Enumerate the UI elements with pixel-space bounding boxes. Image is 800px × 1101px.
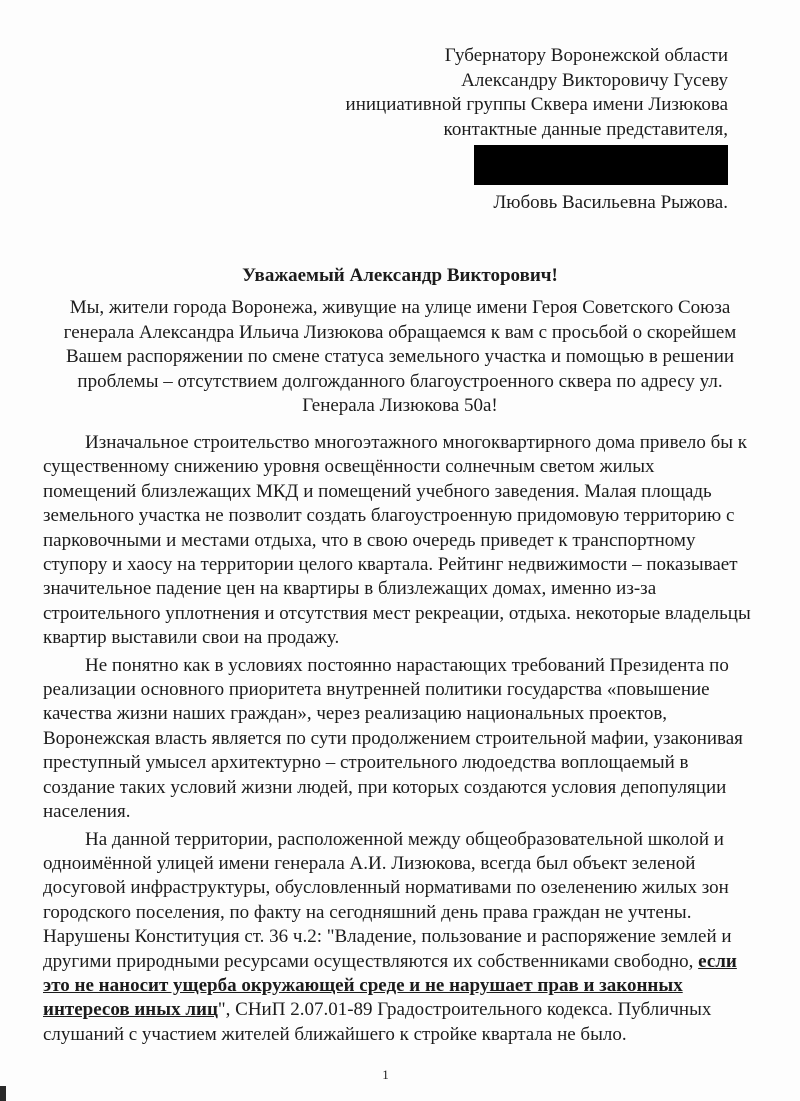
page-number: 1 — [382, 1067, 389, 1082]
intro-line: Вашем распоряжении по смене статуса земельного участка и помощью в решении — [65, 346, 735, 368]
salutation-heading: Уважаемый Александр Викторович! — [242, 265, 558, 286]
text-line: квартир выставили свои на продажу. — [43, 627, 340, 649]
text-line: Воронежская власть является по сути продолжением строительной мафии, узаконивая — [43, 727, 743, 749]
intro-line: генерала Александра Ильича Лизюкова обращаемся к вам с просьбой о скорейшем — [63, 321, 737, 343]
text-line: создание таких условий жизни людей, при которых создаются условия депопуляции — [43, 776, 727, 798]
text-line: городского поселения, по факту на сегодняшний день права граждан не учтены. — [43, 901, 692, 923]
paragraph-construction-impact — [43, 431, 763, 651]
paragraph-government-policy — [43, 654, 763, 825]
text-line: одноимённой улицей имени генерала А.И. Лизюкова, всегда был объект зеленой — [43, 852, 696, 874]
intro-line: Генерала Лизюкова 50а! — [302, 395, 498, 417]
text-line: строительного уплотнения и отсутствия мест рекреации, отдыха. некоторые владельцы — [43, 602, 751, 624]
redaction-bar — [474, 145, 728, 185]
emphasized-text: если — [698, 950, 737, 972]
text-line — [43, 950, 763, 974]
addressee-line: Губернатору Воронежской области — [444, 45, 728, 66]
text-line: населения. — [43, 801, 131, 823]
text-line: Не понятно как в условиях постоянно нарастающих требований Президента по — [85, 654, 729, 676]
signatory-name: Любовь Васильевна Рыжова. — [493, 192, 728, 213]
text-line: существенному снижению уровня освещённости солнечным светом жилых — [43, 456, 655, 478]
intro-line: Мы, жители города Воронежа, живущие на улице имени Героя Советского Союза — [69, 297, 731, 318]
emphasized-text: интересов иных лиц — [43, 999, 218, 1021]
text-line: значительное падение цен на квартиры в близлежащих домах, именно из-за — [43, 578, 657, 600]
text-line: слушаний с участием жителей ближайшего к стройке квартала не было. — [43, 1023, 627, 1045]
text-line — [43, 974, 763, 998]
text-line: парковочными и местами отдыха, что в свою очередь приведет к транспортному — [43, 529, 696, 551]
text-line: ступору и хаосу на территории целого квартала. Рейтинг недвижимости – показывает — [43, 554, 738, 576]
text-line: преступный умысел архитектурно – строительного людоедства воплощаемый в — [43, 752, 689, 774]
addressee-line: контактные данные представителя, — [443, 118, 728, 140]
text-line — [43, 998, 763, 1022]
addressee-line: Александру Викторовичу Гусеву — [461, 69, 728, 91]
scan-edge-mark — [0, 1086, 6, 1101]
addressee-line: инициативной группы Сквера имени Лизюкова — [345, 94, 728, 115]
text-line: Изначальное строительство многоэтажного многоквартирного дома привело бы к — [85, 432, 748, 453]
intro-paragraph — [40, 296, 760, 419]
text-fragment: другими природными ресурсами осуществляются их собственниками свободно, — [43, 950, 699, 972]
text-line: досуговой инфраструктуры, обусловленный нормативами по озеленению жилых зон — [43, 877, 729, 899]
intro-line: проблемы – отсутствием долгожданного благоустроенного сквера по адресу ул. — [77, 370, 723, 392]
text-line: земельного участка не позволит создать благоустроенную придомовую территорию с — [43, 505, 735, 527]
addressee-block — [346, 44, 728, 142]
emphasized-text: это не наносит ущерба окружающей среде и не нарушает прав и законных — [43, 974, 683, 996]
text-line: Нарушены Конституция ст. 36 ч.2: "Владение, пользование и распоряжение землей и — [43, 926, 732, 948]
letter-body — [43, 431, 763, 1050]
text-line: качества жизни наших граждан», через реализацию национальных проектов, — [43, 703, 668, 725]
text-line: помещений близлежащих МКД и помещений учебного заведения. Малая площадь — [43, 480, 712, 502]
text-fragment: ", СНиП 2.07.01-89 Градостроительного кодекса. Публичных — [217, 999, 712, 1021]
paragraph-legal-violations — [43, 828, 763, 1048]
text-line: реализации основного приоритета внутренней политики государства «повышение — [43, 679, 710, 701]
text-line: На данной территории, расположенной между общеобразовательной школой и — [85, 828, 724, 850]
